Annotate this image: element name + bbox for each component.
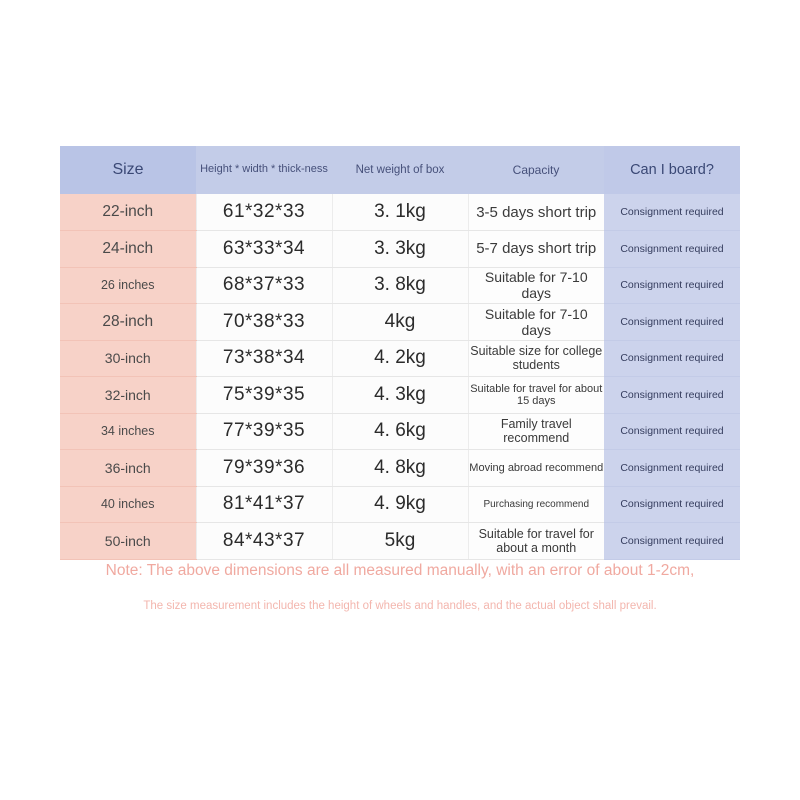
cell-dimensions: 79*39*36 <box>196 450 332 487</box>
cell-capacity: Suitable for travel for about a month <box>468 523 604 560</box>
table-row <box>60 377 740 414</box>
cell-dimensions: 73*38*34 <box>196 340 332 377</box>
cell-dimensions: 61*32*33 <box>196 194 332 231</box>
cell-dimensions: 75*39*35 <box>196 377 332 414</box>
cell-capacity: Family travel recommend <box>468 413 604 450</box>
table-header-row <box>60 146 740 194</box>
cell-weight: 3. 8kg <box>332 267 468 304</box>
table-row <box>60 340 740 377</box>
spec-table-container <box>60 146 740 560</box>
cell-boarding: Consignment required <box>604 194 740 231</box>
cell-capacity: Moving abroad recommend <box>468 450 604 487</box>
cell-capacity: Purchasing recommend <box>468 486 604 523</box>
cell-size: 50-inch <box>60 523 196 560</box>
cell-weight: 3. 3kg <box>332 231 468 268</box>
cell-weight: 4. 2kg <box>332 340 468 377</box>
note-secondary: The size measurement includes the height of wheels and handles, and the actual object shall prevail. <box>143 600 657 612</box>
cell-size: 32-inch <box>60 377 196 414</box>
cell-size: 22-inch <box>60 194 196 231</box>
cell-size: 30-inch <box>60 340 196 377</box>
cell-capacity: 5-7 days short trip <box>468 231 604 268</box>
cell-weight: 4. 9kg <box>332 486 468 523</box>
column-header-capacity: Capacity <box>468 146 604 194</box>
cell-boarding: Consignment required <box>604 340 740 377</box>
table-row <box>60 231 740 268</box>
cell-capacity: Suitable for travel for about 15 days <box>468 377 604 414</box>
cell-weight: 4. 8kg <box>332 450 468 487</box>
cell-capacity: 3-5 days short trip <box>468 194 604 231</box>
column-header-dimensions: Height * width * thick-ness <box>196 146 332 194</box>
cell-size: 34 inches <box>60 413 196 450</box>
luggage-spec-table <box>60 146 740 560</box>
note-primary: Note: The above dimensions are all measured manually, with an error of about 1-2cm, <box>105 562 695 579</box>
table-row <box>60 486 740 523</box>
cell-weight: 3. 1kg <box>332 194 468 231</box>
cell-size: 28-inch <box>60 304 196 341</box>
cell-capacity: Suitable size for college students <box>468 340 604 377</box>
column-header-weight: Net weight of box <box>332 146 468 194</box>
column-header-size: Size <box>60 146 196 194</box>
column-header-boarding: Can I board? <box>604 146 740 194</box>
cell-boarding: Consignment required <box>604 231 740 268</box>
cell-dimensions: 63*33*34 <box>196 231 332 268</box>
cell-size: 26 inches <box>60 267 196 304</box>
cell-boarding: Consignment required <box>604 486 740 523</box>
table-row <box>60 413 740 450</box>
cell-dimensions: 84*43*37 <box>196 523 332 560</box>
table-row <box>60 450 740 487</box>
cell-size: 36-inch <box>60 450 196 487</box>
cell-weight: 5kg <box>332 523 468 560</box>
table-header <box>60 146 740 194</box>
cell-capacity: Suitable for 7-10 days <box>468 304 604 341</box>
cell-capacity: Suitable for 7-10 days <box>468 267 604 304</box>
cell-dimensions: 70*38*33 <box>196 304 332 341</box>
cell-size: 40 inches <box>60 486 196 523</box>
cell-weight: 4kg <box>332 304 468 341</box>
cell-dimensions: 68*37*33 <box>196 267 332 304</box>
cell-size: 24-inch <box>60 231 196 268</box>
table-body <box>60 194 740 559</box>
table-row <box>60 304 740 341</box>
table-row <box>60 194 740 231</box>
cell-boarding: Consignment required <box>604 413 740 450</box>
cell-boarding: Consignment required <box>604 267 740 304</box>
cell-boarding: Consignment required <box>604 523 740 560</box>
table-row <box>60 267 740 304</box>
cell-boarding: Consignment required <box>604 304 740 341</box>
cell-dimensions: 77*39*35 <box>196 413 332 450</box>
cell-weight: 4. 3kg <box>332 377 468 414</box>
table-row <box>60 523 740 560</box>
cell-weight: 4. 6kg <box>332 413 468 450</box>
cell-boarding: Consignment required <box>604 377 740 414</box>
cell-boarding: Consignment required <box>604 450 740 487</box>
cell-dimensions: 81*41*37 <box>196 486 332 523</box>
